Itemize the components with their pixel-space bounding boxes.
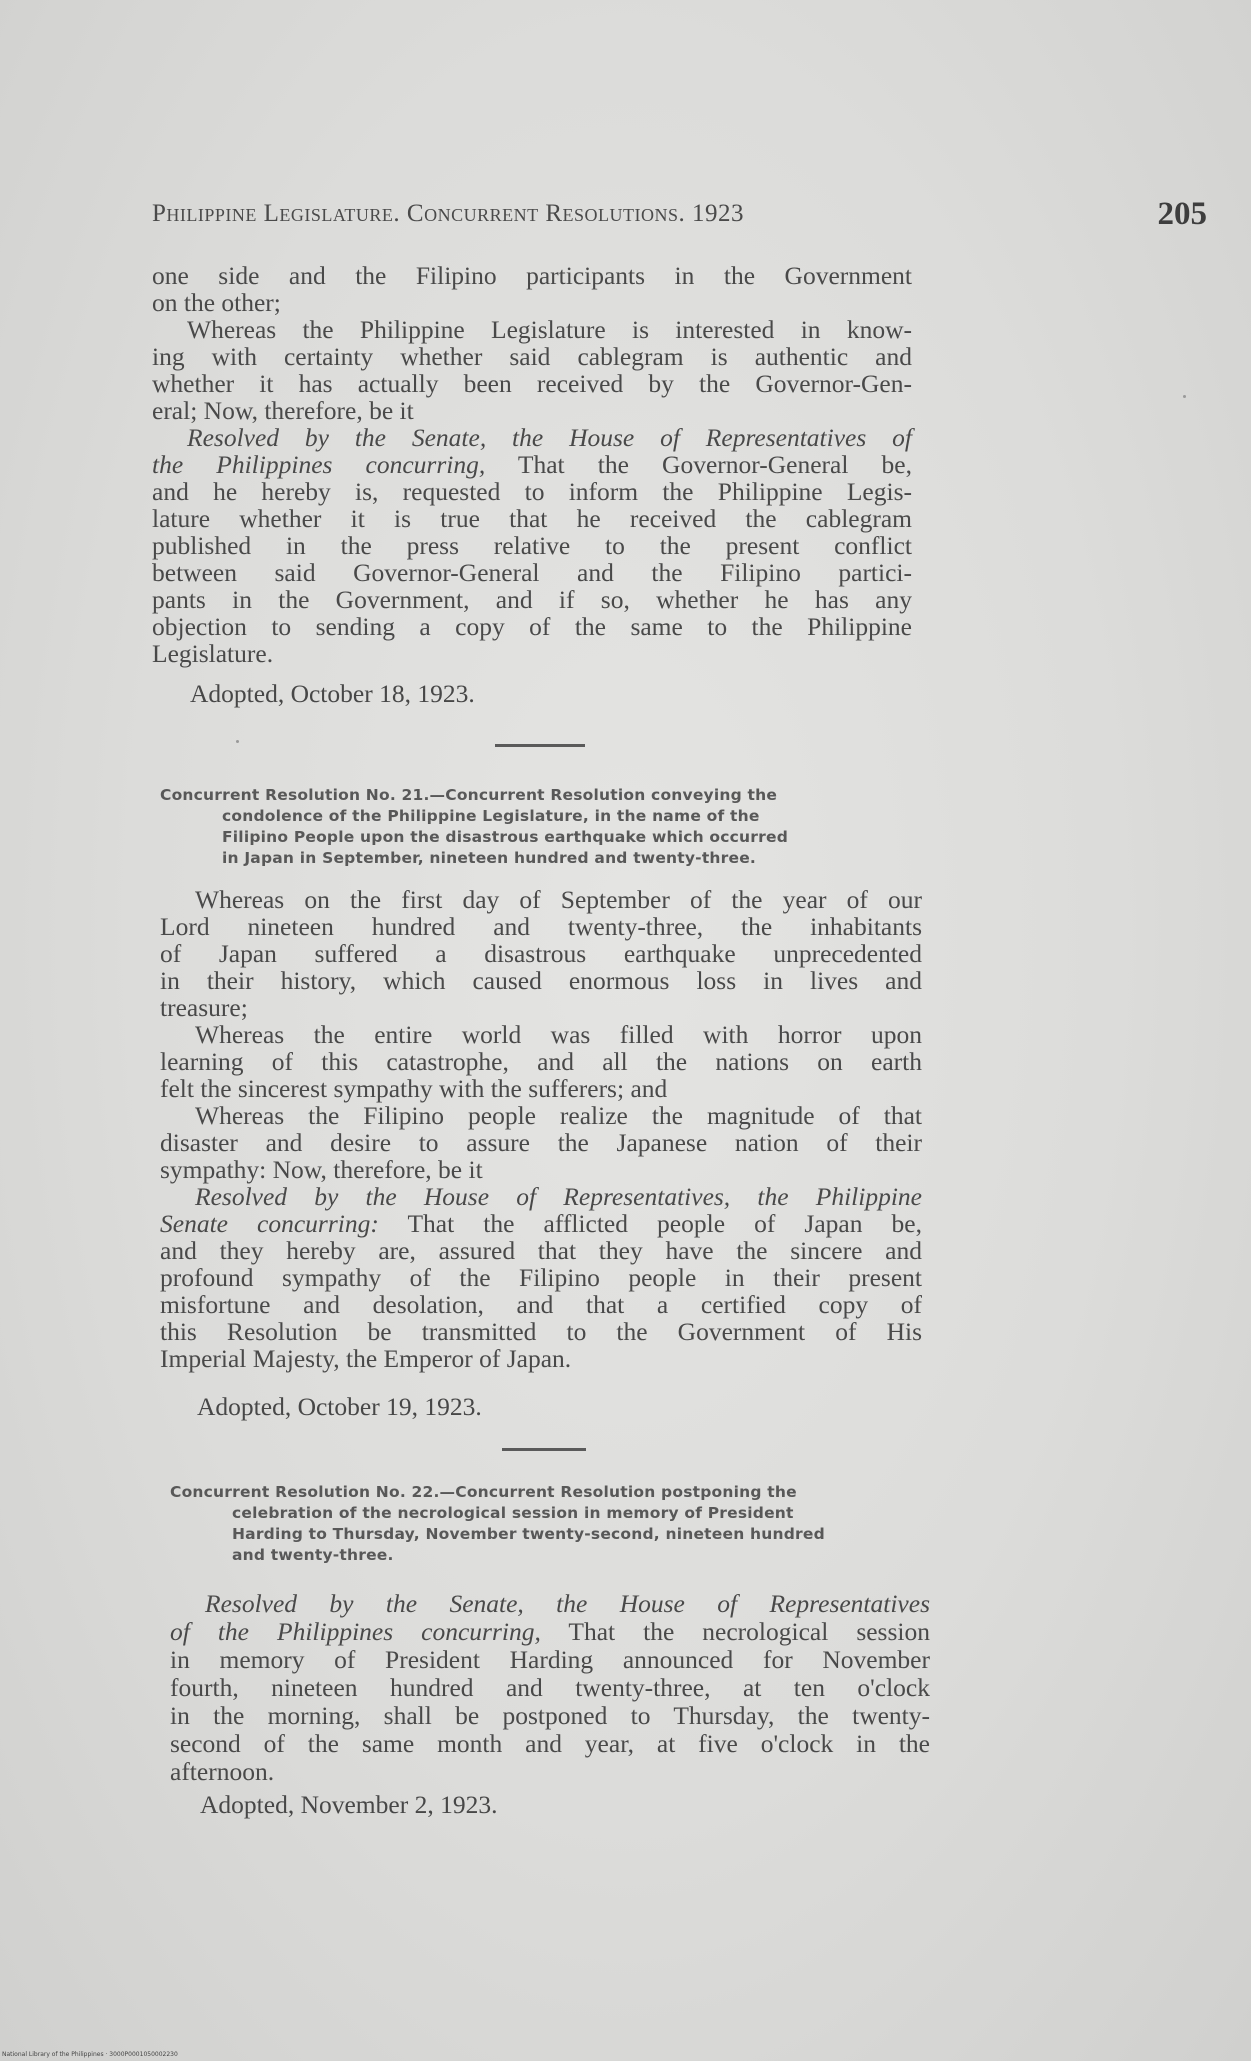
paper-speck: [236, 740, 239, 743]
adopted-date: Adopted, November 2, 1923.: [200, 1790, 498, 1819]
resolution-body: [160, 886, 922, 1372]
text-line: felt the sincerest sympathy with the sufferers; and: [160, 1074, 668, 1103]
text-line: misfortune and desolation, and that a certified copy of: [160, 1290, 922, 1319]
heading-line: condolence of the Philippine Legislature, in the name of the: [222, 807, 760, 825]
text-segment: That the necrological session: [540, 1617, 930, 1646]
heading-line: Concurrent Resolution No. 22.—Concurrent Resolution postponing the: [170, 1483, 797, 1501]
text-line: second of the same month and year, at five o'clock in the: [170, 1729, 930, 1758]
text-line: published in the press relative to the present conflict: [152, 531, 912, 560]
text-line: lature whether it is true that he received the cablegram: [152, 504, 912, 533]
section-divider: [495, 744, 585, 747]
resolved-clause-end: Senate concurring:: [160, 1209, 379, 1238]
text-line: sympathy: Now, therefore, be it: [160, 1155, 483, 1184]
text-line: between said Governor-General and the Filipino partici-: [152, 558, 912, 587]
text-line: Whereas the entire world was filled with horror upon: [195, 1020, 922, 1049]
text-line: one side and the Filipino participants in the Government: [152, 261, 912, 290]
text-line: in their history, which caused enormous loss in lives and: [160, 966, 922, 995]
text-line: [160, 1210, 922, 1237]
text-line: [170, 1618, 930, 1646]
text-line: and they hereby are, assured that they have the sincere and: [160, 1236, 922, 1265]
text-line: objection to sending a copy of the same to the Philippine: [152, 612, 912, 641]
text-line: Whereas on the first day of September of the year of our: [195, 885, 922, 914]
text-line: pants in the Government, and if so, whether he has any: [152, 585, 912, 614]
adopted-date: Adopted, October 18, 1923.: [190, 679, 475, 708]
text-line: Legislature.: [152, 639, 274, 668]
resolution-heading: [160, 785, 920, 869]
text-line: fourth, nineteen hundred and twenty-three, at ten o'clock: [170, 1673, 930, 1702]
text-line: Whereas the Philippine Legislature is interested in know-: [187, 315, 912, 344]
resolved-clause: Resolved by the House of Representatives, the Philippine: [195, 1182, 922, 1211]
text-line: Lord nineteen hundred and twenty-three, the inhabitants: [160, 912, 922, 941]
text-line: Imperial Majesty, the Emperor of Japan.: [160, 1344, 572, 1373]
text-segment: That the afflicted people of Japan be,: [378, 1209, 922, 1238]
paper-speck: [1183, 395, 1186, 398]
heading-line: Harding to Thursday, November twenty-second, nineteen hundred: [232, 1525, 825, 1543]
heading-line: celebration of the necrological session in memory of President: [232, 1504, 794, 1522]
text-line: profound sympathy of the Filipino people in their present: [160, 1263, 922, 1292]
resolution-heading: [170, 1482, 930, 1566]
text-line: treasure;: [160, 993, 248, 1022]
continued-resolution-text: [152, 262, 912, 667]
text-line: whether it has actually been received by the Governor-Gen-: [152, 369, 912, 398]
text-line: in the morning, shall be postponed to Thursday, the twenty-: [170, 1701, 930, 1730]
text-line: learning of this catastrophe, and all the nations on earth: [160, 1047, 922, 1076]
resolved-clause: Resolved by the Senate, the House of Representatives of: [187, 423, 912, 452]
section-divider: [502, 1448, 586, 1451]
page-number: 205: [1157, 196, 1207, 232]
text-line: disaster and desire to assure the Japanese nation of their: [160, 1128, 922, 1157]
text-line: Whereas the Filipino people realize the magnitude of that: [195, 1101, 922, 1130]
text-line: afternoon.: [170, 1757, 275, 1786]
heading-line: and twenty-three.: [232, 1546, 394, 1564]
text-line: eral; Now, therefore, be it: [152, 396, 414, 425]
text-line: on the other;: [152, 288, 281, 317]
text-segment: That the Governor-General be,: [485, 450, 912, 479]
text-line: of Japan suffered a disastrous earthquake unprecedented: [160, 939, 922, 968]
heading-line: in Japan in September, nineteen hundred and twenty-three.: [222, 849, 757, 867]
text-line: and he hereby is, requested to inform the Philippine Legis-: [152, 477, 912, 506]
text-line: ing with certainty whether said cablegram is authentic and: [152, 342, 912, 371]
resolved-clause: Resolved by the Senate, the House of Representatives: [205, 1589, 930, 1618]
adopted-date: Adopted, October 19, 1923.: [197, 1392, 482, 1421]
scan-source-note: National Library of the Philippines · 3000P0001050002230: [2, 2051, 178, 2058]
resolved-clause-end: of the Philippines concurring,: [170, 1617, 541, 1646]
text-line: in memory of President Harding announced for November: [170, 1645, 930, 1674]
running-head: Philippine Legislature. Concurrent Resolutions. 1923: [152, 200, 745, 227]
text-line: this Resolution be transmitted to the Government of His: [160, 1317, 922, 1346]
text-line: [152, 451, 912, 478]
resolution-body: [170, 1590, 930, 1786]
heading-line: Filipino People upon the disastrous earthquake which occurred: [222, 828, 788, 846]
resolved-clause-end: the Philippines concurring,: [152, 450, 486, 479]
page-header: [152, 196, 1207, 236]
heading-line: Concurrent Resolution No. 21.—Concurrent Resolution conveying the: [160, 786, 778, 804]
